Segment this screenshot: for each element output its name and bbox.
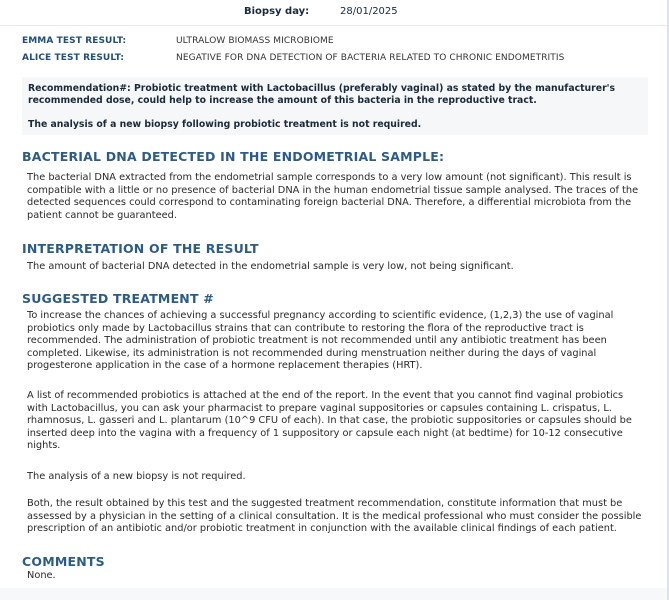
biopsy-day-label: Biopsy day:: [244, 6, 310, 17]
biopsy-header: [0, 6, 667, 22]
recommendation-text: Recommendation#: Probiotic treatment with Lactobacillus (preferably vaginal) as stated by the manufacturer's recommended dose, could help to increase the amount of this bacteria in the reproductive tract.: [28, 83, 616, 106]
bacterial-dna-title: BACTERIAL DNA DETECTED IN THE ENDOMETRIAL SAMPLE:: [22, 149, 445, 164]
interpretation-text: The amount of bacterial DNA detected in the endometrial sample is very low, not being significant.: [27, 261, 514, 272]
treatment-title: SUGGESTED TREATMENT #: [22, 291, 214, 306]
recommendation-box: [22, 77, 648, 135]
emma-result-value: ULTRALOW BIOMASS MICROBIOME: [176, 36, 334, 46]
biopsy-day-value: 28/01/2025: [340, 6, 398, 17]
alice-result-label: ALICE TEST RESULT:: [22, 53, 125, 63]
treatment-paragraph-2: A list of recommended probiotics is attached at the end of the report. In the event that you cannot find vaginal probiotics with Lactobacillus, you can ask your pharmacist to prepare vaginal suppositories or capsules containing L. crispatus, L. rhamnosus, L. gasseri and L. plantarum (10^9 CFU of each). In that case, the probiotic suppositories or capsules should be inserted deep into the vagina with a frequency of 1 suppository or capsule each night (at bedtime) for 10-12 consecutive nights.: [27, 390, 632, 451]
treatment-paragraph-3: The analysis of a new biopsy is not required.: [27, 471, 246, 482]
alice-result-row: [22, 53, 652, 70]
treatment-paragraph-1: To increase the chances of achieving a successful pregnancy according to scientific evidence, (1,2,3) the use of vaginal probiotics only made by Lactobacillus strains that can contribute to restoring the flora of the reproductive tract is recommended. The administration of probiotic treatment is not recommended until any antibiotic treatment has been completed. Likewise, its administration is not recommended during menstruation neither during the days of vaginal progesterone application in the case of a hormone replacement therapies (HRT).: [27, 310, 614, 371]
emma-result-label: EMMA TEST RESULT:: [22, 36, 127, 46]
recommendation-note: The analysis of a new biopsy following probiotic treatment is not required.: [28, 119, 422, 130]
comments-text: None.: [27, 570, 56, 581]
emma-result-row: [22, 36, 652, 53]
alice-result-value: NEGATIVE FOR DNA DETECTION OF BACTERIA RELATED TO CHRONIC ENDOMETRITIS: [176, 53, 565, 63]
bacterial-dna-text: The bacterial DNA extracted from the endometrial sample corresponds to a very low amount (not significant). This result is compatible with a little or no presence of bacterial DNA in the human endometrial tissue sample analysed. The traces of the detected sequences could correspond to contaminating foreign bacterial DNA. Therefore, a differential microbiota from the patient cannot be guaranteed.: [27, 172, 639, 221]
header-divider: [0, 25, 667, 26]
treatment-paragraph-4: Both, the result obtained by this test and the suggested treatment recommendation, constitute information that must be assessed by a physician in the setting of a clinical consultation. It is the medical professional who must consider the possible prescription of an antibiotic and/or probiotic treatment in conjunction with the available clinical findings of each patient.: [27, 498, 642, 534]
comments-title: COMMENTS: [22, 554, 105, 569]
test-results: [22, 36, 652, 70]
interpretation-title: INTERPRETATION OF THE RESULT: [22, 241, 259, 256]
page-bottom-band: [0, 588, 667, 600]
